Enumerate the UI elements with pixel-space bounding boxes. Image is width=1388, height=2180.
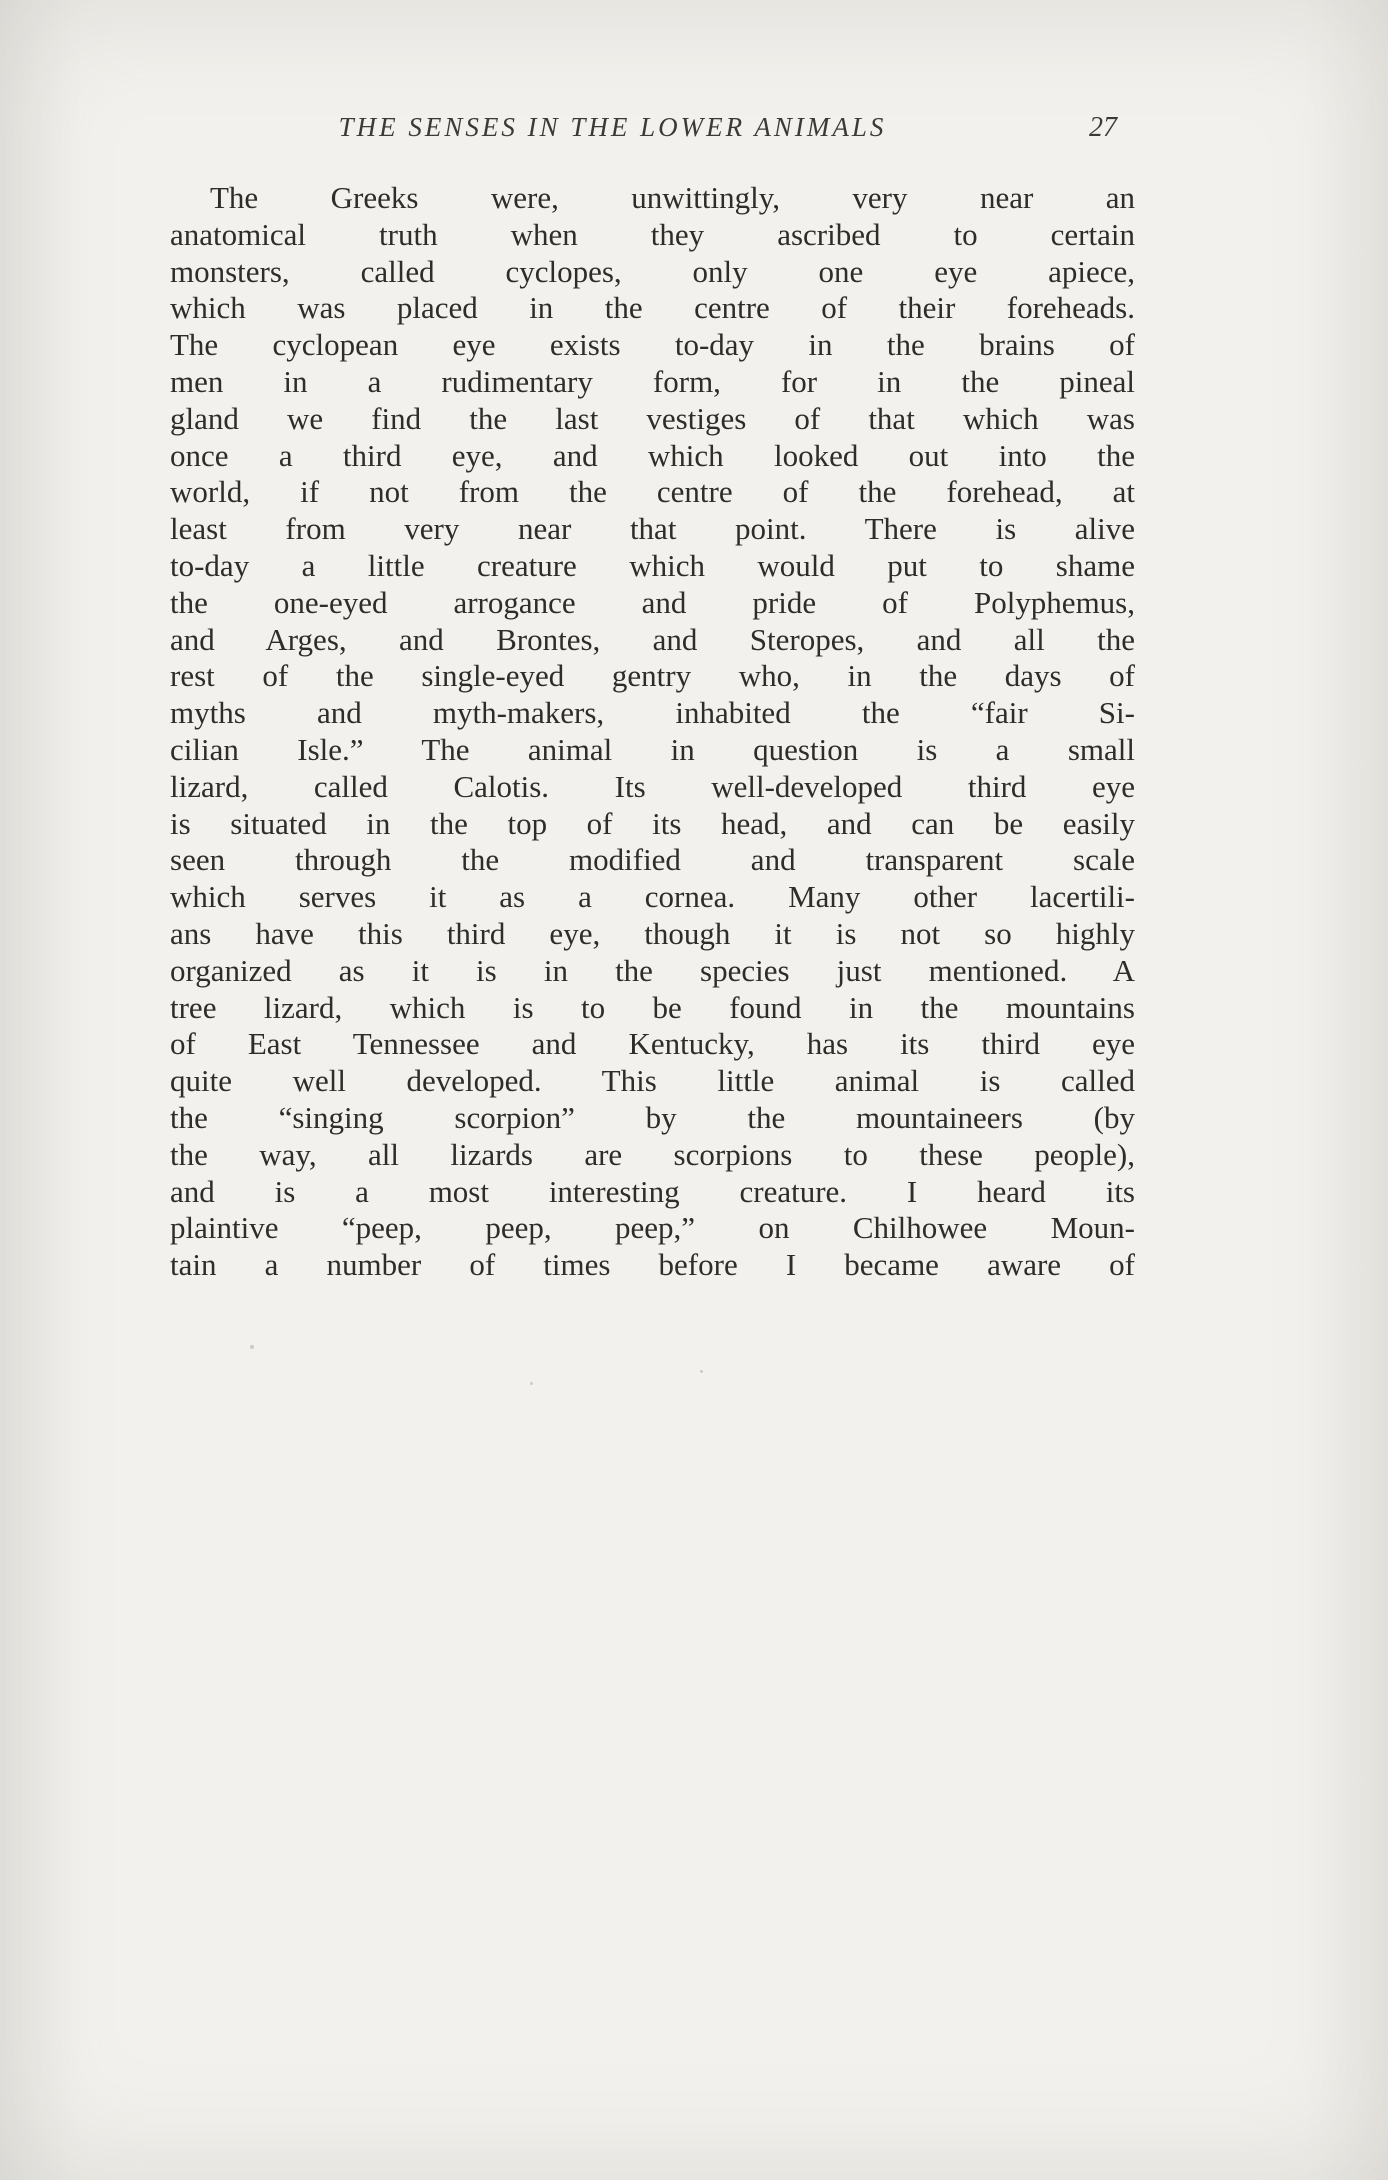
text-line: lizard, called Calotis. Its well-developed third eye: [170, 768, 1135, 804]
text-line: and Arges, and Brontes, and Steropes, and all the: [170, 621, 1135, 657]
text-line: the “singing scorpion” by the mountaineers (by: [170, 1099, 1135, 1135]
text-line: is situated in the top of its head, and can be easily: [170, 805, 1135, 841]
text-line: anatomical truth when they ascribed to certain: [170, 216, 1135, 252]
text-line: myths and myth-makers, inhabited the “fair Si-: [170, 695, 1135, 731]
text-line: of East Tennessee and Kentucky, has its third eye: [170, 1026, 1135, 1062]
scan-speckle: [250, 1345, 254, 1349]
text-line: rest of the single-eyed gentry who, in the days of: [170, 658, 1135, 694]
scan-speckle: [530, 1382, 533, 1385]
text-line: and is a most interesting creature. I heard its: [170, 1173, 1135, 1209]
text-line: which was placed in the centre of their foreheads.: [170, 290, 1135, 326]
text-line: plaintive “peep, peep, peep,” on Chilhowee Moun-: [170, 1210, 1135, 1246]
page-number: 27: [1089, 112, 1117, 143]
text-line: The cyclopean eye exists to-day in the brains of: [170, 327, 1135, 363]
page-body: [170, 180, 1135, 1284]
text-line: tain a number of times before I became aware of: [170, 1247, 1135, 1283]
text-line: ans have this third eye, though it is not so highly: [170, 915, 1135, 951]
text-line: the one-eyed arrogance and pride of Polyphemus,: [170, 584, 1135, 620]
text-line: The Greeks were, unwittingly, very near an: [210, 180, 1135, 215]
text-line: seen through the modified and transparent scale: [170, 842, 1135, 878]
text-line: gland we find the last vestiges of that which was: [170, 400, 1135, 436]
text-line: world, if not from the centre of the forehead, at: [170, 474, 1135, 510]
text-line: organized as it is in the species just mentioned. A: [170, 952, 1135, 988]
text-line: men in a rudimentary form, for in the pineal: [170, 363, 1135, 399]
text-line: tree lizard, which is to be found in the mountains: [170, 989, 1135, 1025]
text-line: quite well developed. This little animal is called: [170, 1063, 1135, 1099]
text-line: the way, all lizards are scorpions to these people),: [170, 1136, 1135, 1172]
text-line: monsters, called cyclopes, only one eye apiece,: [170, 253, 1135, 289]
text-line: cilian Isle.” The animal in question is a small: [170, 731, 1135, 767]
page-header: [170, 112, 1135, 152]
running-title: THE SENSES IN THE LOWER ANIMALS: [338, 112, 887, 142]
text-line: least from very near that point. There is alive: [170, 511, 1135, 547]
scan-speckle: [700, 1370, 703, 1373]
text-line: which serves it as a cornea. Many other lacertili-: [170, 879, 1135, 915]
text-line: to-day a little creature which would put to shame: [170, 547, 1135, 583]
text-line: once a third eye, and which looked out into the: [170, 437, 1135, 473]
